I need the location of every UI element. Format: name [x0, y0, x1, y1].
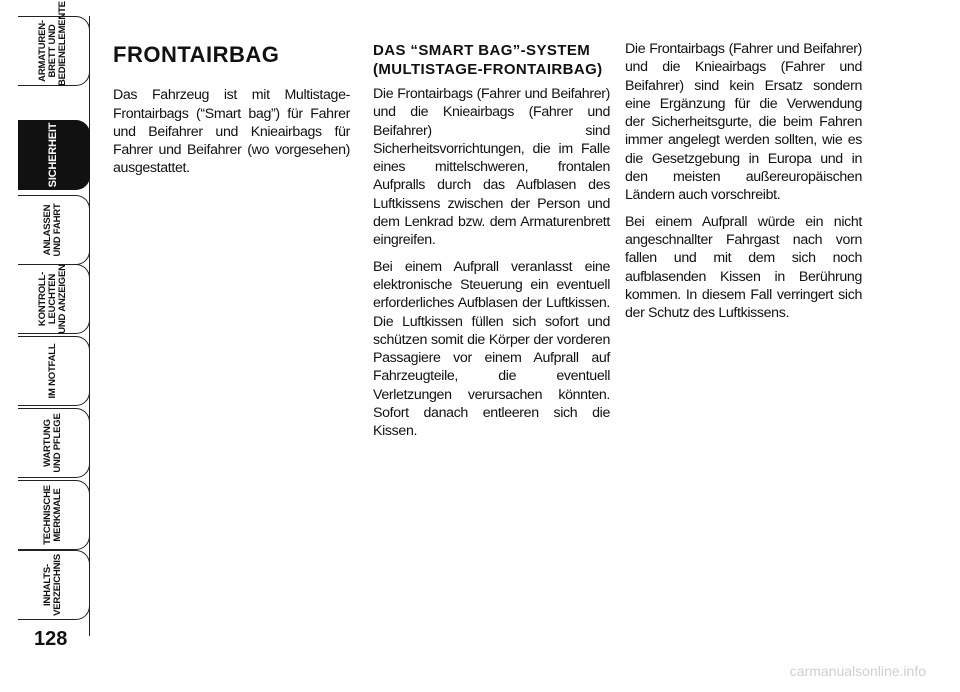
paragraph: Die Frontairbags (Fahrer und Beifahrer) und die Knieairbags (Fahrer und Beifahrer) sind Sicherheitsvorrichtungen, die im Falle eines mittelschweren, frontalen Aufpralls durch das Aufblasen des Luftkissens zwischen der Person und dem Lenkrad bzw. dem Armaturenbrett eingreifen. — [373, 86, 610, 249]
paragraph: Das Fahrzeug ist mit Multistage-Frontairbags (“Smart bag”) für Fahrer und Beifahrer und Knieairbags für Fahrer und Beifahrer (wo vorgesehen) ausgestattet. — [113, 87, 350, 177]
tab-label: KONTROLL- LEUCHTEN UND ANZEIGEN — [37, 264, 68, 334]
tab-label: WARTUNG UND PFLEGE — [42, 413, 63, 473]
paragraph: Bei einem Aufprall würde ein nicht angeschnallter Fahrgast nach vorn fallen und mit dem sich noch aufblasenden Kissen in Berührung kommen. In diesem Fall verringert sich der Schutz des Luftkissens. — [625, 213, 862, 322]
tab-label: ARMATUREN- BRETT UND BEDIENELEMENTE — [37, 1, 68, 86]
column-3 — [625, 40, 862, 330]
column-2 — [373, 40, 610, 449]
tab-technische-merkmale[interactable] — [18, 480, 104, 550]
tab-sicherheit[interactable] — [18, 120, 104, 190]
tab-im-notfall[interactable] — [18, 336, 104, 406]
tab-label: ANLASSEN UND FAHRT — [42, 203, 63, 257]
page-number: 128 — [34, 628, 68, 650]
tab-inhaltsverzeichnis[interactable] — [18, 550, 104, 620]
tab-anlassen[interactable] — [18, 195, 104, 265]
tab-label: TECHNISCHE MERKMALE — [42, 485, 63, 545]
section-heading: FRONTAIRBAG — [113, 42, 280, 67]
tab-armaturenbrett[interactable] — [18, 1, 104, 86]
paragraph: Die Frontairbags (Fahrer und Beifahrer) und die Knieairbags (Fahrer und Beifahrer) sind kein Ersatz sondern eine Ergänzung für die Verwendung der Sicherheitsgurte, die beim Fahren immer angelegt werden sollten, wie es die Gesetzgebung in Europa und in den meisten außereuropäischen Ländern auch vorschreibt. — [625, 41, 862, 204]
watermark: carmanualsonline.info — [789, 663, 926, 679]
tab-label: SICHERHEIT — [47, 122, 59, 188]
tab-kontrollleuchten[interactable] — [18, 264, 104, 334]
chapter-sidebar — [0, 0, 100, 692]
tab-label: IM NOTFALL — [47, 343, 58, 399]
paragraph: Bei einem Aufprall veranlasst eine elektronische Steuerung ein eventuell erforderliches Aufblasen der Luftkissen. Die Luftkissen füllen sich sofort und schützen somit die Körper der vorderen Passagiere vor einem Aufprall auf Fahrzeugteile, die eventuell Verletzungen verursachen könnten. Sofort danach entleeren sich die Kissen. — [373, 258, 610, 440]
column-1 — [113, 40, 350, 186]
tab-label: INHALTS- VERZEICHNIS — [42, 554, 63, 616]
tab-wartung[interactable] — [18, 408, 104, 478]
subsection-heading: DAS “SMART BAG”-SYSTEM (MULTISTAGE-FRONTAIRBAG) — [373, 42, 603, 78]
